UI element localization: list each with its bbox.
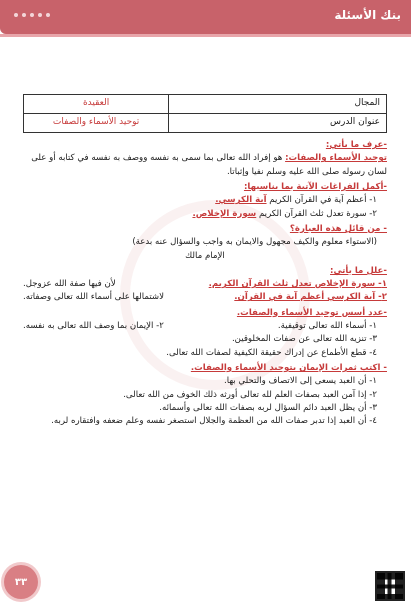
- table-value: العقيدة: [24, 95, 169, 114]
- list-item: ٣- أن يظل العبد دائم السؤال لربه بصفات الله تعالى وأسمائه.: [159, 402, 377, 413]
- list-item: ٣- تنزيه الله تعالى عن صفات المخلوقين.: [231, 334, 377, 345]
- header-title: بنك الأسئلة: [334, 8, 401, 22]
- table-value: توحيد الأسماء والصفات: [24, 114, 169, 133]
- list-item: ١- أعظم آية في القرآن الكريم آية الكرسي.: [215, 195, 377, 206]
- header-dots: [14, 13, 50, 17]
- answer: الإمام مالك: [185, 250, 225, 261]
- section-heading-justify: -علل ما يأتي:: [330, 265, 387, 276]
- list-item: ١- أن العبد يسعى إلى الاتصاف والتحلي بها.: [223, 376, 377, 387]
- definition-paragraph: [23, 152, 387, 179]
- list-item: ١- أسماء الله تعالى توقيفية. ٢- الإيمان بما وصف الله تعالى به نفسه.: [23, 321, 377, 332]
- section-heading-fruits: - اكتب ثمرات الإيمان بتوحيد الأسماء والصفات.: [190, 363, 387, 373]
- list-item: ٢- سورة تعدل ثلث القرآن الكريم سورة الإخلاص.: [192, 208, 377, 219]
- reason: لأن فيها صفة الله عزوجل.: [23, 279, 116, 290]
- answer: سورة الإخلاص.: [192, 208, 257, 219]
- section-heading-define: -عرف ما يأتي:: [325, 140, 387, 150]
- list-item: ٤- قطع الأطماع عن إدراك حقيقة الكيفية لصفات الله تعالى.: [166, 347, 377, 358]
- answer: آية الكرسي.: [215, 195, 267, 206]
- table-row: [24, 114, 387, 133]
- qr-code-icon: [375, 571, 405, 601]
- list-item: ٢- آية الكرسي أعظم آية في القرآن. لاشتمالها على أسماء الله تعالى وصفاته.: [23, 291, 387, 304]
- page-number-badge: ٣٣: [4, 565, 38, 599]
- page-content: [23, 94, 387, 429]
- reason: لاشتمالها على أسماء الله تعالى وصفاته.: [23, 292, 165, 303]
- list-item: ١- سورة الإخلاص تعدل ثلث القرآن الكريم. لأن فيها صفة الله عزوجل.: [23, 278, 387, 291]
- list-item: ٤- أن العبد إذا تدبر صفات الله من العظمة والجلال استصغر نفسه وعلم ضعفه وافتقاره لربه.: [51, 416, 377, 427]
- table-key: عنوان الدرس: [169, 114, 387, 133]
- header-stripe: [0, 34, 411, 37]
- section-heading-who-said: - من قائل هذه العبارة؟: [289, 223, 387, 234]
- definition: هو إفراد الله تعالى بما سمى به نفسه ووصف به نفسه في كتابه أو على لسان رسوله صلى الله عليه وسلم نفيا وإثباتا.: [31, 153, 387, 177]
- lesson-info-table: [23, 94, 387, 133]
- table-key: المجال: [169, 95, 387, 114]
- table-row: [24, 95, 387, 114]
- section-heading-foundations: -عدد أسس توحيد الأسماء والصفات.: [236, 307, 387, 318]
- list-item: ٢- إذا آمن العبد بصفات العلم لله تعالى أورثه ذلك الخوف من الله تعالى.: [123, 389, 377, 400]
- term: توحيد الأسماء والصفات:: [285, 153, 387, 164]
- quote: (الاستواء معلوم والكيف مجهول والايمان به واجب والسؤال عنه بدعة): [132, 237, 377, 248]
- section-heading-complete: -أكمل الفراغات الآتية بما يناسبها:: [243, 181, 387, 192]
